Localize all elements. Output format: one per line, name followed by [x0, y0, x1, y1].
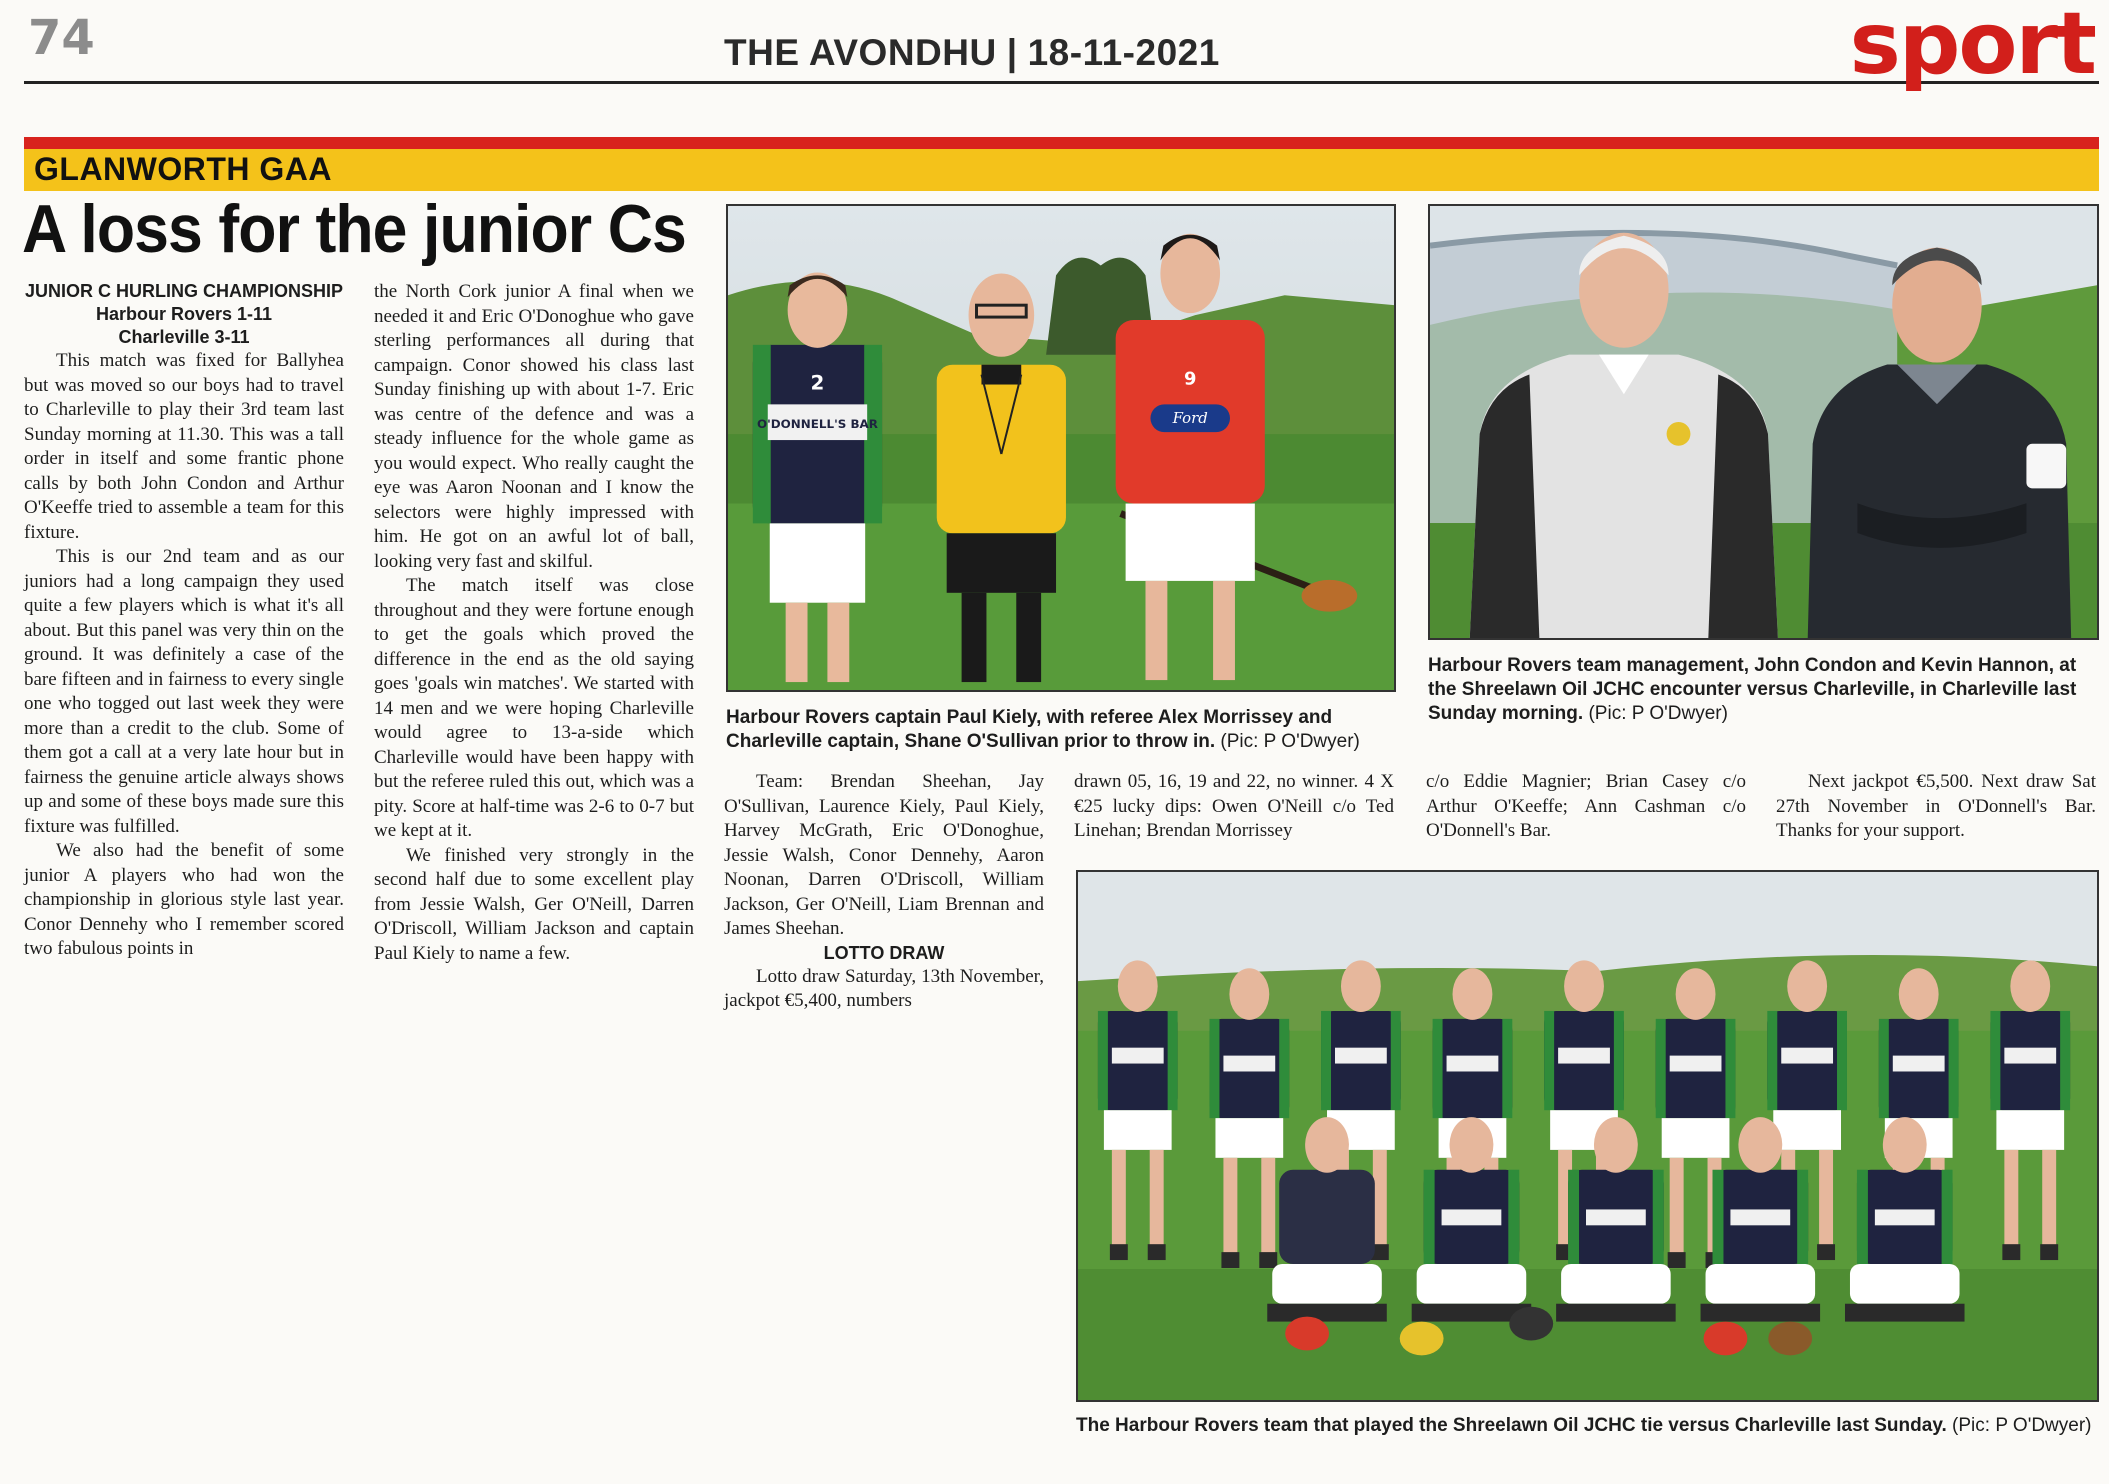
article-column-2	[374, 280, 694, 966]
jersey-number-right: 9	[1183, 368, 1197, 390]
helmet	[1509, 1307, 1553, 1341]
red-strip	[24, 137, 2099, 149]
lotto-text-continued: c/o Eddie Magnier; Brian Casey c/o Arthur O'Keeffe; Ann Cashman c/o O'Donnell's Bar.	[1426, 771, 1746, 841]
helmet	[1400, 1322, 1444, 1356]
page-header	[24, 0, 2099, 94]
article-column-1	[24, 280, 344, 962]
management-photo	[1428, 204, 2099, 640]
competition-heading: JUNIOR C HURLING CHAMPIONSHIP	[24, 281, 343, 301]
team-list: Team: Brendan Sheehan, Jay O'Sullivan, Laurence Kiely, Paul Kiely, Harvey McGrath, Eric O'Donoghue, Jessie Walsh, Conor Dennehy, Aaron Noonan, Darren O'Driscoll, William Jackson, Ger O'Neill, Liam Brennan and James Sheehan.	[724, 771, 1044, 939]
page-number: 74	[28, 10, 95, 66]
caption-text: The Harbour Rovers team that played the Shreelawn Oil JCHC tie versus Charleville last Sunday.	[1076, 1415, 1947, 1436]
jersey-sponsor-left: O'DONNELL'S BAR	[756, 417, 878, 432]
issue-date: 18-11-2021	[1027, 32, 1220, 73]
score-away: Charleville 3-11	[118, 327, 250, 347]
paragraph: the North Cork junior A final when we needed it and Eric O'Donoghue who gave sterling performances all during that campaign. Conor showed his class last Sunday finishing up with about 1-7. Eric was centre of the defence and was a steady influence for the whole game as you would expect. Who really caught the eye was Aaron Noonan and I know the selectors were highly impressed with him. He got on an awful lot of ball, looking very fast and skilful.	[374, 281, 694, 572]
management-caption	[1428, 654, 2100, 726]
paragraph: This match was fixed for Ballyhea but was moved so our boys had to travel to Charleville to play their 3rd team last Sunday morning at 11.30. This was a tall order in itself and some frantic phone calls by both John Condon and Arthur O'Keeffe tried to assemble a team for this fixture.	[24, 350, 344, 543]
article-column-3	[724, 770, 1044, 1014]
helmet	[1285, 1317, 1329, 1351]
caption-text: Harbour Rovers team management, John Condon and Kevin Hannon, at the Shreelawn Oil JCHC encounter versus Charleville, in Charleville last Sunday morning.	[1428, 655, 2077, 724]
lotto-next-jackpot: Next jackpot €5,500. Next draw Sat 27th November in O'Donnell's Bar. Thanks for your support.	[1776, 771, 2096, 841]
paragraph: We also had the benefit of some junior A players who had won the championship in glorious style last year. Conor Dennehy who I remember scored two fabulous points in	[24, 840, 344, 959]
captains-caption	[726, 706, 1398, 754]
lotto-text: Lotto draw Saturday, 13th November, jackpot €5,400, numbers	[724, 965, 1044, 1011]
lotto-text-continued: drawn 05, 16, 19 and 22, no winner. 4 X €25 lucky dips: Owen O'Neill c/o Ted Linehan; Brendan Morrissey	[1074, 771, 1394, 841]
photo-credit: (Pic: P O'Dwyer)	[1952, 1415, 2092, 1436]
caption-text: Harbour Rovers captain Paul Kiely, with referee Alex Morrissey and Charleville captain, Shane O'Sullivan prior to throw in.	[726, 707, 1333, 752]
jersey-number-left: 2	[810, 371, 825, 395]
photo-credit: (Pic: P O'Dwyer)	[1588, 703, 1728, 724]
photo-credit: (Pic: P O'Dwyer)	[1220, 731, 1360, 752]
lotto-heading: LOTTO DRAW	[823, 942, 945, 963]
section-label: sport	[1849, 0, 2095, 94]
captains-photo	[726, 204, 1396, 692]
jersey-sponsor-right: Ford	[1172, 409, 1208, 428]
score-home: Harbour Rovers 1-11	[95, 304, 273, 324]
team-photo	[1076, 870, 2099, 1402]
kicker-bar	[24, 149, 2099, 191]
paragraph: The match itself was close throughout and they were fortune enough to get the goals which proved the difference in the end as the old saying goes 'goals win matches'. We started with 14 men and we were hoping Charleville would agree to 13-a-side which Charleville would have been happy with but the referee ruled this out, which was a pity. Score at half-time was 2-6 to 0-7 but we kept at it.	[374, 575, 694, 841]
helmet	[1704, 1322, 1748, 1356]
helmet	[1768, 1322, 1812, 1356]
paragraph: This is our 2nd team and as our juniors had a long campaign they used quite a few players which is what it's all about. But this panel was very thin on the ground. It was definitely a case of the bare fifteen and in fairness to every single one who togged out last week they were more than a credit to the club. Some of them got a call at a very late hour but in fairness the genuine article always shows up and some of these boys made sure this fixture was fulfilled.	[24, 546, 344, 837]
article-column-6	[1776, 770, 2096, 844]
publication-name: THE AVONDHU	[724, 32, 997, 73]
article-column-4	[1074, 770, 1394, 844]
paragraph: We finished very strongly in the second half due to some excellent play from Jessie Walsh, Ger O'Neill, Darren O'Driscoll, William Jackson and captain Paul Kiely to name a few.	[374, 844, 694, 964]
team-caption	[1076, 1414, 2100, 1438]
headline: A loss for the junior Cs	[22, 191, 686, 267]
masthead-separator: |	[1006, 32, 1018, 73]
article-column-5	[1426, 770, 1746, 844]
masthead	[724, 32, 1220, 74]
kicker: GLANWORTH GAA	[34, 151, 333, 187]
